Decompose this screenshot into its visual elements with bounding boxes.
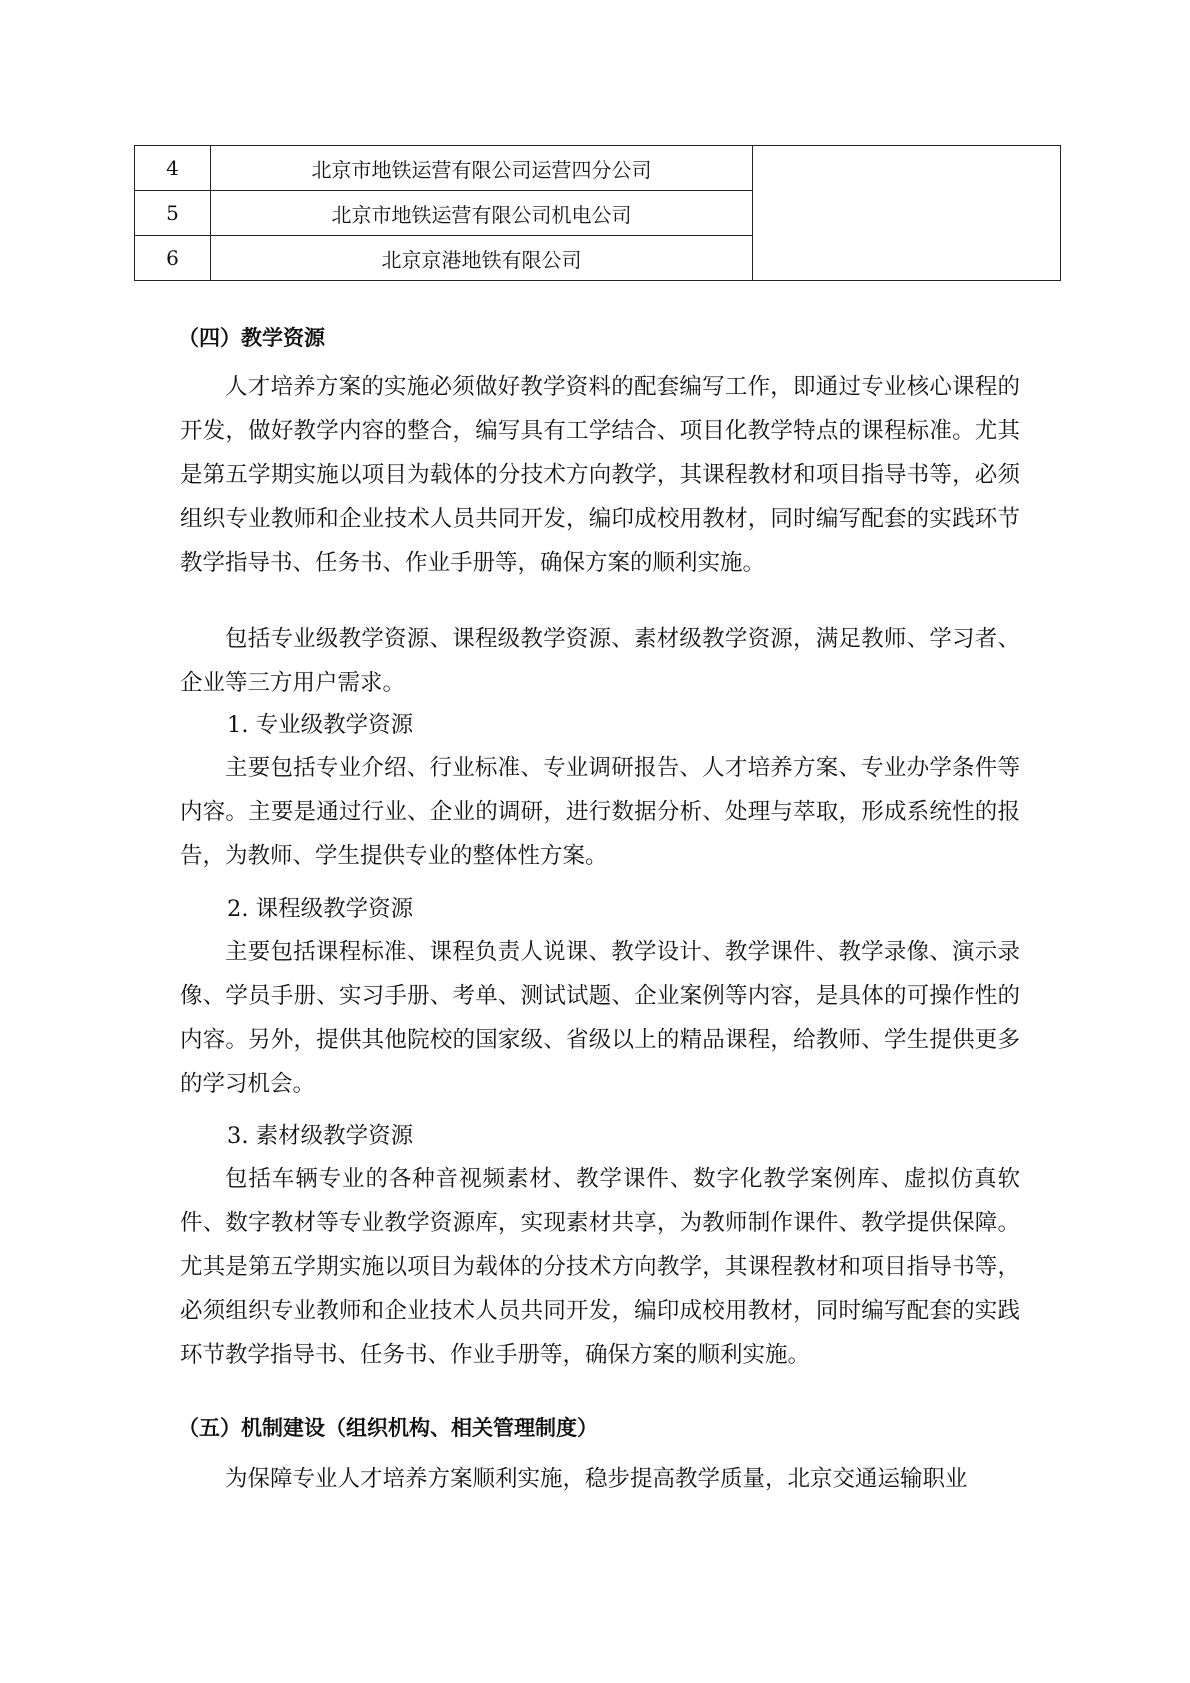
partner-company-table <box>134 145 1061 281</box>
mechanism-paragraph: 为保障专业人才培养方案顺利实施，稳步提高教学质量，北京交通运输职业 <box>225 1466 968 1492</box>
section-heading-teaching-resources: （四）教学资源 <box>178 326 325 350</box>
major-resources-paragraph: 主要包括专业介绍、行业标准、专业调研报告、人才培养方案、专业办学条件等内容。主要是通过行业、企业的调研，进行数据分析、处理与萃取，形成系统性的报告，为教师、学生提供专业的整体性方案。 <box>180 755 1020 869</box>
intro-paragraph: 人才培养方案的实施必须做好教学资料的配套编写工作，即通过专业核心课程的开发，做好教学内容的整合，编写具有工学结合、项目化教学特点的课程标准。尤其是第五学期实施以项目为载体的分技术方向教学，其课程教材和项目指导书等，必须组织专业教师和企业技术人员共同开发，编印成校用教材，同时编写配套的实践环节教学指导书、任务书、作业手册等，确保方案的顺利实施。 <box>180 374 1020 576</box>
material-resources-paragraph: 包括车辆专业的各种音视频素材、教学课件、数字化教学案例库、虚拟仿真软件、数字教材等专业教学资源库，实现素材共享，为教师制作课件、教学提供保障。尤其是第五学期实施以项目为载体的分技术方向教学，其课程教材和项目指导书等，必须组织专业教师和企业技术人员共同开发，编印成校用教材，同时编写配套的实践环节教学指导书、任务书、作业手册等，确保方案的顺利实施。 <box>180 1166 1020 1368</box>
row-number: 5 <box>135 191 211 236</box>
table-row <box>135 146 1061 191</box>
subheading-material-resources: 3. 素材级教学资源 <box>227 1123 414 1149</box>
merged-empty-cell <box>753 146 1061 281</box>
section-heading-mechanism: （五）机制建设（组织机构、相关管理制度） <box>178 1416 598 1440</box>
overview-paragraph: 包括专业级教学资源、课程级教学资源、素材级教学资源，满足教师、学习者、企业等三方用户需求。 <box>180 626 1020 696</box>
company-name: 北京市地铁运营有限公司运营四分公司 <box>211 146 753 191</box>
row-number: 6 <box>135 236 211 281</box>
company-name: 北京市地铁运营有限公司机电公司 <box>211 191 753 236</box>
row-number: 4 <box>135 146 211 191</box>
course-resources-paragraph: 主要包括课程标准、课程负责人说课、教学设计、教学课件、教学录像、演示录像、学员手册、实习手册、考单、测试试题、企业案例等内容，是具体的可操作性的内容。另外，提供其他院校的国家级、省级以上的精品课程，给教师、学生提供更多的学习机会。 <box>180 939 1020 1097</box>
company-name: 北京京港地铁有限公司 <box>211 236 753 281</box>
subheading-course-resources: 2. 课程级教学资源 <box>227 896 414 922</box>
subheading-major-resources: 1. 专业级教学资源 <box>227 712 414 738</box>
